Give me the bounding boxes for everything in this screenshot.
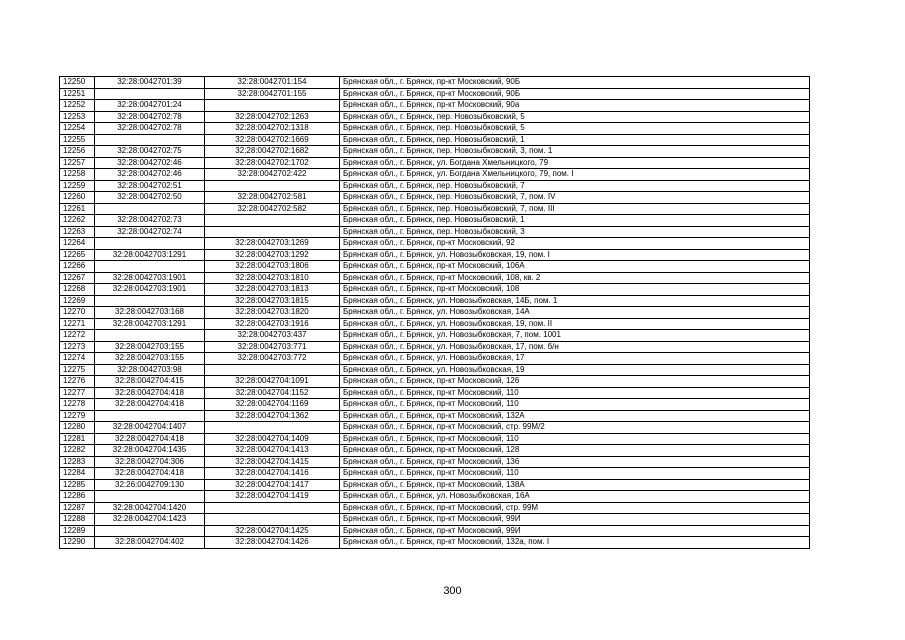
object-cadastral-number-cell: 32:28:0042703:1269 [205, 238, 340, 250]
row-number-cell: 12271 [60, 318, 95, 330]
cadastral-number-cell: 32:28:0042702:78 [95, 111, 205, 123]
cadastral-number-cell: 32:28:0042701:24 [95, 100, 205, 112]
object-cadastral-number-cell: 32:28:0042702:1669 [205, 134, 340, 146]
row-number-cell: 12290 [60, 537, 95, 549]
cadastral-number-cell: 32:28:0042702:75 [95, 146, 205, 158]
row-number-cell: 12285 [60, 479, 95, 491]
cadastral-number-cell [95, 295, 205, 307]
address-cell: Брянская обл., г. Брянск, ул. Новозыбковская, 14А [340, 307, 810, 319]
object-cadastral-number-cell: 32:28:0042703:1820 [205, 307, 340, 319]
object-cadastral-number-cell: 32:28:0042703:437 [205, 330, 340, 342]
object-cadastral-number-cell: 32:28:0042704:1426 [205, 537, 340, 549]
object-cadastral-number-cell: 32:28:0042704:1417 [205, 479, 340, 491]
table-row [60, 295, 810, 307]
row-number-cell: 12278 [60, 399, 95, 411]
address-cell: Брянская обл., г. Брянск, ул. Новозыбковская, 17 [340, 353, 810, 365]
table-row [60, 364, 810, 376]
cadastral-number-cell [95, 491, 205, 503]
table-row [60, 203, 810, 215]
row-number-cell: 12264 [60, 238, 95, 250]
table-row [60, 111, 810, 123]
address-cell: Брянская обл., г. Брянск, пер. Новозыбковский, 7, пом. IV [340, 192, 810, 204]
table-row [60, 330, 810, 342]
row-number-cell: 12276 [60, 376, 95, 388]
cadastral-number-cell: 32:28:0042703:168 [95, 307, 205, 319]
registry-table [59, 76, 810, 549]
row-number-cell: 12263 [60, 226, 95, 238]
table-row [60, 272, 810, 284]
address-cell: Брянская обл., г. Брянск, пер. Новозыбковский, 1 [340, 134, 810, 146]
table-row [60, 123, 810, 135]
row-number-cell: 12272 [60, 330, 95, 342]
object-cadastral-number-cell: 32:28:0042704:1409 [205, 433, 340, 445]
cadastral-number-cell: 32:28:0042704:1407 [95, 422, 205, 434]
address-cell: Брянская обл., г. Брянск, ул. Богдана Хмельницкого, 79 [340, 157, 810, 169]
object-cadastral-number-cell: 32:28:0042702:582 [205, 203, 340, 215]
object-cadastral-number-cell: 32:28:0042702:1263 [205, 111, 340, 123]
cadastral-number-cell [95, 203, 205, 215]
table-row [60, 537, 810, 549]
row-number-cell: 12255 [60, 134, 95, 146]
row-number-cell: 12257 [60, 157, 95, 169]
address-cell: Брянская обл., г. Брянск, пр-кт Московский, 110 [340, 433, 810, 445]
cadastral-number-cell: 32:28:0042704:418 [95, 468, 205, 480]
address-cell: Брянская обл., г. Брянск, пер. Новозыбковский, 5 [340, 123, 810, 135]
object-cadastral-number-cell: 32:28:0042704:1169 [205, 399, 340, 411]
table-row [60, 387, 810, 399]
row-number-cell: 12280 [60, 422, 95, 434]
object-cadastral-number-cell: 32:28:0042703:1916 [205, 318, 340, 330]
object-cadastral-number-cell: 32:28:0042703:771 [205, 341, 340, 353]
table-row [60, 157, 810, 169]
address-cell: Брянская обл., г. Брянск, пр-кт Московский, 136 [340, 456, 810, 468]
cadastral-number-cell: 32:28:0042704:1423 [95, 514, 205, 526]
cadastral-number-cell [95, 88, 205, 100]
cadastral-number-cell: 32:28:0042704:1435 [95, 445, 205, 457]
table-row [60, 491, 810, 503]
object-cadastral-number-cell [205, 226, 340, 238]
row-number-cell: 12254 [60, 123, 95, 135]
object-cadastral-number-cell: 32:28:0042702:422 [205, 169, 340, 181]
object-cadastral-number-cell [205, 100, 340, 112]
table-row [60, 169, 810, 181]
cadastral-number-cell: 32:28:0042703:1291 [95, 249, 205, 261]
row-number-cell: 12269 [60, 295, 95, 307]
row-number-cell: 12260 [60, 192, 95, 204]
address-cell: Брянская обл., г. Брянск, ул. Богдана Хмельницкого, 79, пом. I [340, 169, 810, 181]
object-cadastral-number-cell: 32:28:0042703:1292 [205, 249, 340, 261]
address-cell: Брянская обл., г. Брянск, ул. Новозыбковская, 19 [340, 364, 810, 376]
row-number-cell: 12267 [60, 272, 95, 284]
row-number-cell: 12286 [60, 491, 95, 503]
cadastral-number-cell [95, 238, 205, 250]
table-row [60, 445, 810, 457]
address-cell: Брянская обл., г. Брянск, пр-кт Московский, стр. 99М/2 [340, 422, 810, 434]
address-cell: Брянская обл., г. Брянск, пер. Новозыбковский, 7 [340, 180, 810, 192]
table-row [60, 456, 810, 468]
cadastral-number-cell: 32:28:0042704:1420 [95, 502, 205, 514]
address-cell: Брянская обл., г. Брянск, ул. Новозыбковская, 16А [340, 491, 810, 503]
table-row [60, 146, 810, 158]
table-row [60, 77, 810, 89]
address-cell: Брянская обл., г. Брянск, пр-кт Московский, 108, кв. 2 [340, 272, 810, 284]
table-row [60, 514, 810, 526]
cadastral-number-cell: 32:28:0042704:418 [95, 387, 205, 399]
table-row [60, 525, 810, 537]
address-cell: Брянская обл., г. Брянск, ул. Новозыбковская, 14Б, пом. 1 [340, 295, 810, 307]
address-cell: Брянская обл., г. Брянск, пер. Новозыбковский, 1 [340, 215, 810, 227]
address-cell: Брянская обл., г. Брянск, пер. Новозыбковский, 7, пом. III [340, 203, 810, 215]
address-cell: Брянская обл., г. Брянск, ул. Новозыбковская, 19, пом. I [340, 249, 810, 261]
object-cadastral-number-cell: 32:28:0042702:1682 [205, 146, 340, 158]
address-cell: Брянская обл., г. Брянск, пр-кт Московский, 110 [340, 468, 810, 480]
address-cell: Брянская обл., г. Брянск, ул. Новозыбковская, 19, пом. II [340, 318, 810, 330]
row-number-cell: 12256 [60, 146, 95, 158]
table-row [60, 376, 810, 388]
row-number-cell: 12273 [60, 341, 95, 353]
address-cell: Брянская обл., г. Брянск, пр-кт Московский, 132А [340, 410, 810, 422]
object-cadastral-number-cell: 32:28:0042703:1815 [205, 295, 340, 307]
object-cadastral-number-cell: 32:28:0042701:155 [205, 88, 340, 100]
row-number-cell: 12252 [60, 100, 95, 112]
object-cadastral-number-cell: 32:28:0042701:154 [205, 77, 340, 89]
address-cell: Брянская обл., г. Брянск, пр-кт Московский, 108 [340, 284, 810, 296]
address-cell: Брянская обл., г. Брянск, пр-кт Московский, 92 [340, 238, 810, 250]
row-number-cell: 12279 [60, 410, 95, 422]
row-number-cell: 12265 [60, 249, 95, 261]
address-cell: Брянская обл., г. Брянск, пр-кт Московский, 126 [340, 376, 810, 388]
address-cell: Брянская обл., г. Брянск, ул. Новозыбковская, 7, пом. 1001 [340, 330, 810, 342]
cadastral-number-cell: 32:28:0042703:1901 [95, 272, 205, 284]
row-number-cell: 12287 [60, 502, 95, 514]
row-number-cell: 12258 [60, 169, 95, 181]
table-row [60, 318, 810, 330]
address-cell: Брянская обл., г. Брянск, пер. Новозыбковский, 3 [340, 226, 810, 238]
page-number: 300 [443, 585, 462, 597]
address-cell: Брянская обл., г. Брянск, пр-кт Московский, 132а, пом. I [340, 537, 810, 549]
cadastral-number-cell: 32:28:0042704:418 [95, 399, 205, 411]
table-row [60, 433, 810, 445]
row-number-cell: 12270 [60, 307, 95, 319]
table-row [60, 399, 810, 411]
address-cell: Брянская обл., г. Брянск, пр-кт Московский, 99И [340, 514, 810, 526]
address-cell: Брянская обл., г. Брянск, пр-кт Московский, 90Б [340, 88, 810, 100]
cadastral-number-cell: 32:28:0042703:155 [95, 353, 205, 365]
table-row [60, 192, 810, 204]
object-cadastral-number-cell: 32:28:0042704:1152 [205, 387, 340, 399]
object-cadastral-number-cell [205, 215, 340, 227]
address-cell: Брянская обл., г. Брянск, пер. Новозыбковский, 3, пом. 1 [340, 146, 810, 158]
cadastral-number-cell: 32:28:0042704:306 [95, 456, 205, 468]
address-cell: Брянская обл., г. Брянск, пр-кт Московский, 90а [340, 100, 810, 112]
object-cadastral-number-cell: 32:28:0042704:1091 [205, 376, 340, 388]
row-number-cell: 12275 [60, 364, 95, 376]
address-cell: Брянская обл., г. Брянск, пр-кт Московский, 138А [340, 479, 810, 491]
row-number-cell: 12274 [60, 353, 95, 365]
table-row [60, 134, 810, 146]
cadastral-number-cell: 32:28:0042704:418 [95, 433, 205, 445]
object-cadastral-number-cell: 32:28:0042702:581 [205, 192, 340, 204]
row-number-cell: 12268 [60, 284, 95, 296]
object-cadastral-number-cell: 32:28:0042704:1425 [205, 525, 340, 537]
address-cell: Брянская обл., г. Брянск, пр-кт Московский, 90Б [340, 77, 810, 89]
object-cadastral-number-cell: 32:28:0042703:1813 [205, 284, 340, 296]
row-number-cell: 12282 [60, 445, 95, 457]
row-number-cell: 12283 [60, 456, 95, 468]
cadastral-number-cell: 32:28:0042702:46 [95, 157, 205, 169]
cadastral-number-cell [95, 525, 205, 537]
row-number-cell: 12284 [60, 468, 95, 480]
row-number-cell: 12251 [60, 88, 95, 100]
object-cadastral-number-cell [205, 422, 340, 434]
object-cadastral-number-cell: 32:28:0042702:1702 [205, 157, 340, 169]
row-number-cell: 12288 [60, 514, 95, 526]
object-cadastral-number-cell: 32:28:0042703:1810 [205, 272, 340, 284]
table-row [60, 88, 810, 100]
address-cell: Брянская обл., г. Брянск, пр-кт Московский, 110 [340, 387, 810, 399]
table-row [60, 502, 810, 514]
table-row [60, 422, 810, 434]
cadastral-number-cell: 32:28:0042702:74 [95, 226, 205, 238]
cadastral-number-cell: 32:26:0042709:130 [95, 479, 205, 491]
table-row [60, 238, 810, 250]
row-number-cell: 12277 [60, 387, 95, 399]
table-row [60, 215, 810, 227]
object-cadastral-number-cell: 32:28:0042704:1362 [205, 410, 340, 422]
address-cell: Брянская обл., г. Брянск, пр-кт Московский, 128 [340, 445, 810, 457]
address-cell: Брянская обл., г. Брянск, пр-кт Московский, 110 [340, 399, 810, 411]
table-row [60, 100, 810, 112]
address-cell: Брянская обл., г. Брянск, ул. Новозыбковская, 17, пом. б/н [340, 341, 810, 353]
row-number-cell: 12262 [60, 215, 95, 227]
object-cadastral-number-cell [205, 180, 340, 192]
cadastral-number-cell [95, 261, 205, 273]
object-cadastral-number-cell: 32:28:0042703:772 [205, 353, 340, 365]
cadastral-number-cell: 32:28:0042702:46 [95, 169, 205, 181]
row-number-cell: 12266 [60, 261, 95, 273]
cadastral-number-cell: 32:28:0042703:1291 [95, 318, 205, 330]
object-cadastral-number-cell [205, 514, 340, 526]
cadastral-number-cell: 32:28:0042702:78 [95, 123, 205, 135]
table-row [60, 261, 810, 273]
row-number-cell: 12261 [60, 203, 95, 215]
cadastral-number-cell: 32:28:0042703:98 [95, 364, 205, 376]
table-row [60, 284, 810, 296]
row-number-cell: 12253 [60, 111, 95, 123]
cadastral-number-cell: 32:28:0042702:50 [95, 192, 205, 204]
object-cadastral-number-cell: 32:28:0042702:1318 [205, 123, 340, 135]
table-row [60, 226, 810, 238]
object-cadastral-number-cell: 32:28:0042703:1806 [205, 261, 340, 273]
cadastral-number-cell: 32:28:0042704:402 [95, 537, 205, 549]
address-cell: Брянская обл., г. Брянск, пер. Новозыбковский, 5 [340, 111, 810, 123]
cadastral-number-cell: 32:28:0042702:73 [95, 215, 205, 227]
cadastral-number-cell: 32:28:0042703:155 [95, 341, 205, 353]
object-cadastral-number-cell [205, 502, 340, 514]
cadastral-number-cell: 32:28:0042702:51 [95, 180, 205, 192]
row-number-cell: 12250 [60, 77, 95, 89]
table-row [60, 249, 810, 261]
table-row [60, 479, 810, 491]
row-number-cell: 12289 [60, 525, 95, 537]
cadastral-number-cell [95, 330, 205, 342]
object-cadastral-number-cell: 32:28:0042704:1419 [205, 491, 340, 503]
table-row [60, 307, 810, 319]
address-cell: Брянская обл., г. Брянск, пр-кт Московский, стр. 99М [340, 502, 810, 514]
address-cell: Брянская обл., г. Брянск, пр-кт Московский, 99И [340, 525, 810, 537]
cadastral-number-cell [95, 410, 205, 422]
cadastral-number-cell: 32:28:0042704:415 [95, 376, 205, 388]
cadastral-number-cell [95, 134, 205, 146]
object-cadastral-number-cell: 32:28:0042704:1413 [205, 445, 340, 457]
address-cell: Брянская обл., г. Брянск, пр-кт Московский, 106А [340, 261, 810, 273]
row-number-cell: 12281 [60, 433, 95, 445]
registry-table-body [60, 77, 810, 549]
table-row [60, 410, 810, 422]
table-row [60, 180, 810, 192]
object-cadastral-number-cell [205, 364, 340, 376]
cadastral-number-cell: 32:28:0042701:39 [95, 77, 205, 89]
object-cadastral-number-cell: 32:28:0042704:1416 [205, 468, 340, 480]
cadastral-number-cell: 32:28:0042703:1901 [95, 284, 205, 296]
object-cadastral-number-cell: 32:28:0042704:1415 [205, 456, 340, 468]
row-number-cell: 12259 [60, 180, 95, 192]
table-row [60, 353, 810, 365]
table-row [60, 341, 810, 353]
table-row [60, 468, 810, 480]
